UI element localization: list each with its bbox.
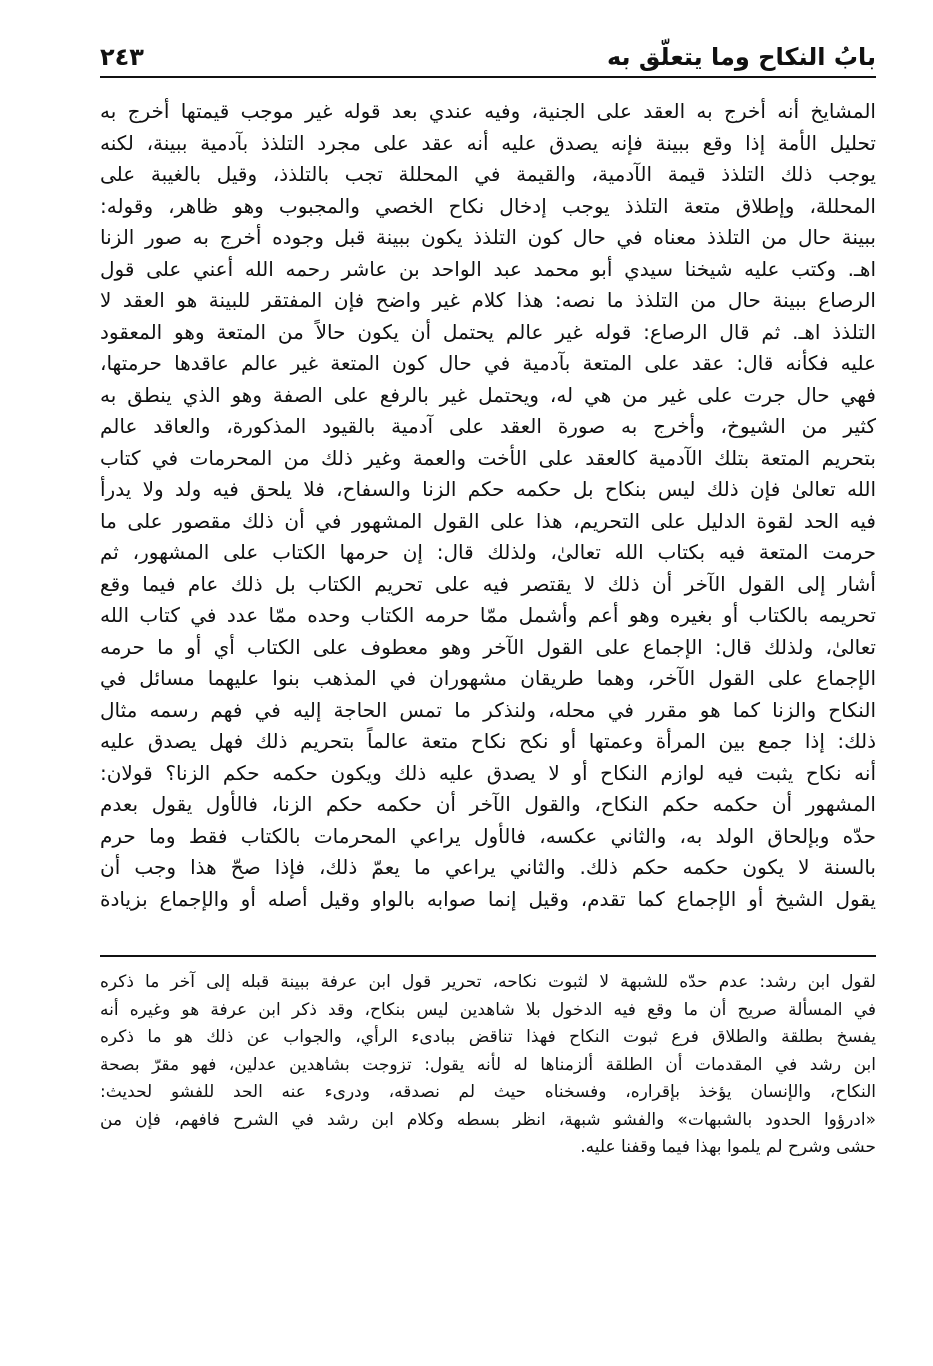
- footnote-separator: [100, 955, 876, 957]
- text-line: المشايخ أنه أخرج به العقد على الجنية، وفيه عندي بعد قوله غير موجب قيمتها أخرج به: [100, 99, 876, 123]
- text-line: المحللة، وإطلاق متعة التلذذ يوجب إدخال نكاح الخصي والمجبوب وهو ظاهر، وقوله:: [100, 193, 876, 218]
- text-line: النكاح والزنا كما هو مقرر في محله، ولنذكر ما تمس الحاجة إليه في فهم رسمه مثال: [100, 697, 876, 722]
- footnote-line: لقول ابن رشد: عدم حدّه للشبهة لا لثبوت نكاحه، تحرير قول ابن عرفة ببينة قبله إلى آخر ما ذكره: [100, 972, 876, 992]
- main-text-block: [100, 96, 876, 915]
- footnote-block: [100, 969, 876, 1162]
- text-line: التلذذ اهـ. ثم قال الرصاع: قوله غير عالم يحتمل أن يكون حالاً من المتعة وهو المعقود: [100, 319, 876, 344]
- text-line: ذلك: إذا جمع بين المرأة وعمتها أو نكح نكاح متعة عالماً بتحريم ذلك فهل يصدق عليه: [100, 729, 876, 753]
- running-header: [100, 42, 876, 78]
- chapter-title: بابُ النكاح وما يتعلّق به: [606, 43, 876, 71]
- text-line: تحريمه بالكتاب أو بغيره وهو أعم وأشمل ممّا حرمه الكتاب وحده ممّا عدد في كتاب الله: [100, 603, 876, 627]
- text-line: عليه فكأنه قال: عقد على المتعة بآدمية في حال كون المتعة غير عالم عاقدها حرمتها،: [100, 351, 876, 375]
- footnote-line: النكاح، والإنسان يؤخذ بإقراره، وفسخناه حيث لم نصدقه، ودرىء عنه الحد للفشو لحديث:: [100, 1082, 876, 1102]
- footnote-line: ابن رشد في المقدمات أن الطلقة ألزمناها له لأنه يقول: تزوجت بشاهدين عدلين، فهو مقرّ بصحة: [100, 1054, 876, 1075]
- footnote-line: حشى وشرح لم يلموا بهذا فيما وقفنا عليه.: [580, 1137, 876, 1157]
- text-line: بتحريم المتعة بتلك الآدمية كالعقد على الأخت والعمة وغير ذلك من المحرمات في كتاب: [100, 445, 876, 470]
- page-number: ٢٤٣: [100, 43, 144, 71]
- text-line: حرمت المتعة فيه بكتاب الله تعالىٰ، ولذلك قال: إن حرمها الكتاب على المشهور، ثم: [100, 540, 876, 564]
- text-line: فهي حال جرت على غير من هي له، ويحتمل غير بالرفع على الصفة وهو الذي ينطق به: [100, 382, 876, 407]
- text-line: الله تعالىٰ فإن ذلك ليس بنكاح بل حكمه حكم الزنا والسفاح، فلا يلحق فيه ولد ولا يدرأ: [100, 477, 876, 501]
- text-line: كثير من الشيوخ، وأخرج به صورة العقد على آدمية بالقيود المذكورة، والعاقد عالم: [100, 414, 876, 438]
- text-line: فيه الحد لقوة الدليل على التحريم، هذا على القول المشهور في أن ذلك مقصور على ما: [100, 508, 876, 533]
- text-line: يوجب ذلك التلذذ قيمة الآدمية، والقيمة في المحللة تجب بالتلذذ، وقيل بالغيبة على: [100, 162, 876, 186]
- text-line: اهـ. وكتب عليه شيخنا سيدي أبو محمد عبد الواحد بن عاشر رحمه الله أعني على قول: [100, 256, 876, 281]
- text-line: المشهور أن حكمه حكم النكاح، والقول الآخر أن حكمه حكم الزنا، فالأول يقول بعدم: [100, 792, 876, 816]
- footnote-line: يفسخ بطلقة والطلاق فرع ثبوت النكاح فهذا تناقض ببادىء الرأي، والجواب عن ذلك هو ما ذكره: [100, 1027, 876, 1047]
- document-page: [100, 42, 876, 1342]
- text-line: تحليل الأمة إذا وقع ببينة فإنه يصدق عليه أنه عقد على مجرد التلذذ بآدمية ببينة، لكنه: [100, 130, 876, 155]
- text-line: الإجماع على القول الآخر، وهما طريقان مشهوران في المذهب بنوا عليهما مسائل في: [100, 666, 876, 690]
- text-line: الرصاع ببينة حال من التلذذ ما نصه: هذا كلام غير واضح فإن المفتقر للبينة هو العقد لا: [100, 288, 876, 312]
- text-line: تعالىٰ، ولذلك قال: الإجماع على القول الآخر وهو معطوف على الكتاب أي أو ما حرمه: [100, 634, 876, 659]
- text-line: يقول الشيخ أو الإجماع كما تقدم، وقيل إنما صوابه بالواو وقيل أصله أو والإجماع بزيادة: [100, 886, 876, 911]
- text-line: أنه نكاح يثبت فيه لوازم النكاح أو لا يصدق عليه ذلك ويكون حكمه حكم الزنا؟ قولان:: [100, 760, 876, 785]
- text-line: بالسنة لا يكون حكمه حكم ذلك. والثاني يراعي ما يعمّ ذلك، فإذا صحّ هذا وجب أن: [100, 855, 876, 879]
- text-line: ببينة حال من التلذذ معناه في حال كون التلذذ يكون ببينة قبل وجوده أخرج به صور الزنا: [100, 225, 876, 249]
- footnote-line: «ادرؤوا الحدود بالشبهات» والفشو شبهة، انظر بسطه وكلام ابن رشد في الشرح فافهم، فإن من: [100, 1109, 876, 1130]
- text-line: حدّه وبإلحاق الولد به، والثاني عكسه، فالأول يراعي المحرمات بالكتاب فقط وما حرم: [100, 823, 876, 848]
- text-line: أشار إلى القول الآخر أن ذلك لا يقتصر فيه على تحريم الكتاب بل ذلك عام فيما وقع: [100, 571, 876, 596]
- footnote-line: في المسألة صريح أن ما وقع فيه الدخول بلا شاهدين ليس بنكاح، وقد ذكر ابن عرفة هو وغيره أنه: [100, 999, 876, 1020]
